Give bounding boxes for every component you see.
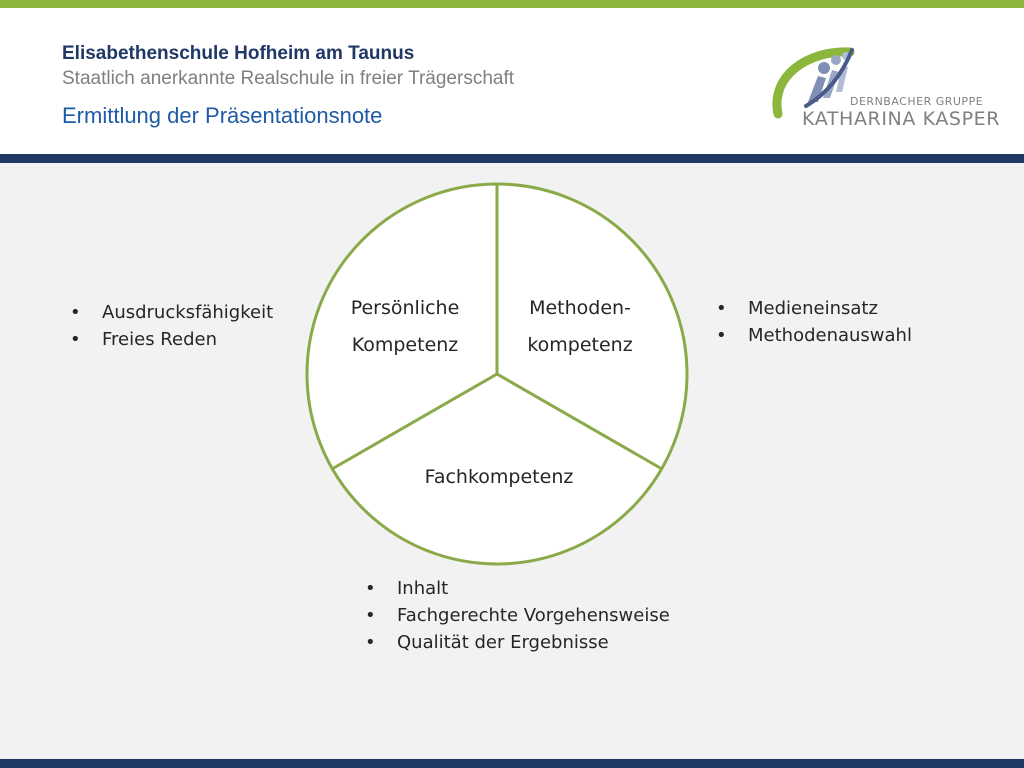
school-name: Elisabethenschule Hofheim am Taunus xyxy=(62,43,415,64)
logo-text-line2: KATHARINA KASPER xyxy=(802,108,1001,130)
list-item: • Freies Reden xyxy=(68,326,273,353)
list-item: • Fachgerechte Vorgehensweise xyxy=(363,602,670,629)
bullets-fachkompetenz xyxy=(363,575,670,656)
school-subtitle: Staatlich anerkannte Realschule in freier Trägerschaft xyxy=(62,68,515,89)
segment-label-line: kompetenz xyxy=(527,334,633,356)
bullets-persoenliche-kompetenz xyxy=(68,299,273,353)
footer-bar xyxy=(0,759,1024,768)
segment-label-methodenkompetenz xyxy=(505,290,655,364)
list-item: • Ausdrucksfähigkeit xyxy=(68,299,273,326)
list-item: • Methodenauswahl xyxy=(714,322,912,349)
segment-label-fachkompetenz xyxy=(399,459,599,496)
list-item: • Inhalt xyxy=(363,575,670,602)
segment-label-line: Kompetenz xyxy=(351,334,459,356)
list-item: • Medieneinsatz xyxy=(714,295,912,322)
segment-label-line: Fachkompetenz xyxy=(424,466,574,488)
list-item: • Qualität der Ergebnisse xyxy=(363,629,670,656)
segment-label-line: Methoden- xyxy=(529,297,631,319)
segment-label-line: Persönliche xyxy=(350,297,460,319)
slide-title: Ermittlung der Präsentationsnote xyxy=(62,103,383,128)
logo-text-line1: DERNBACHER GRUPPE xyxy=(850,95,984,108)
segment-label-persoenliche-kompetenz xyxy=(330,290,480,364)
bullets-methodenkompetenz xyxy=(714,295,912,349)
